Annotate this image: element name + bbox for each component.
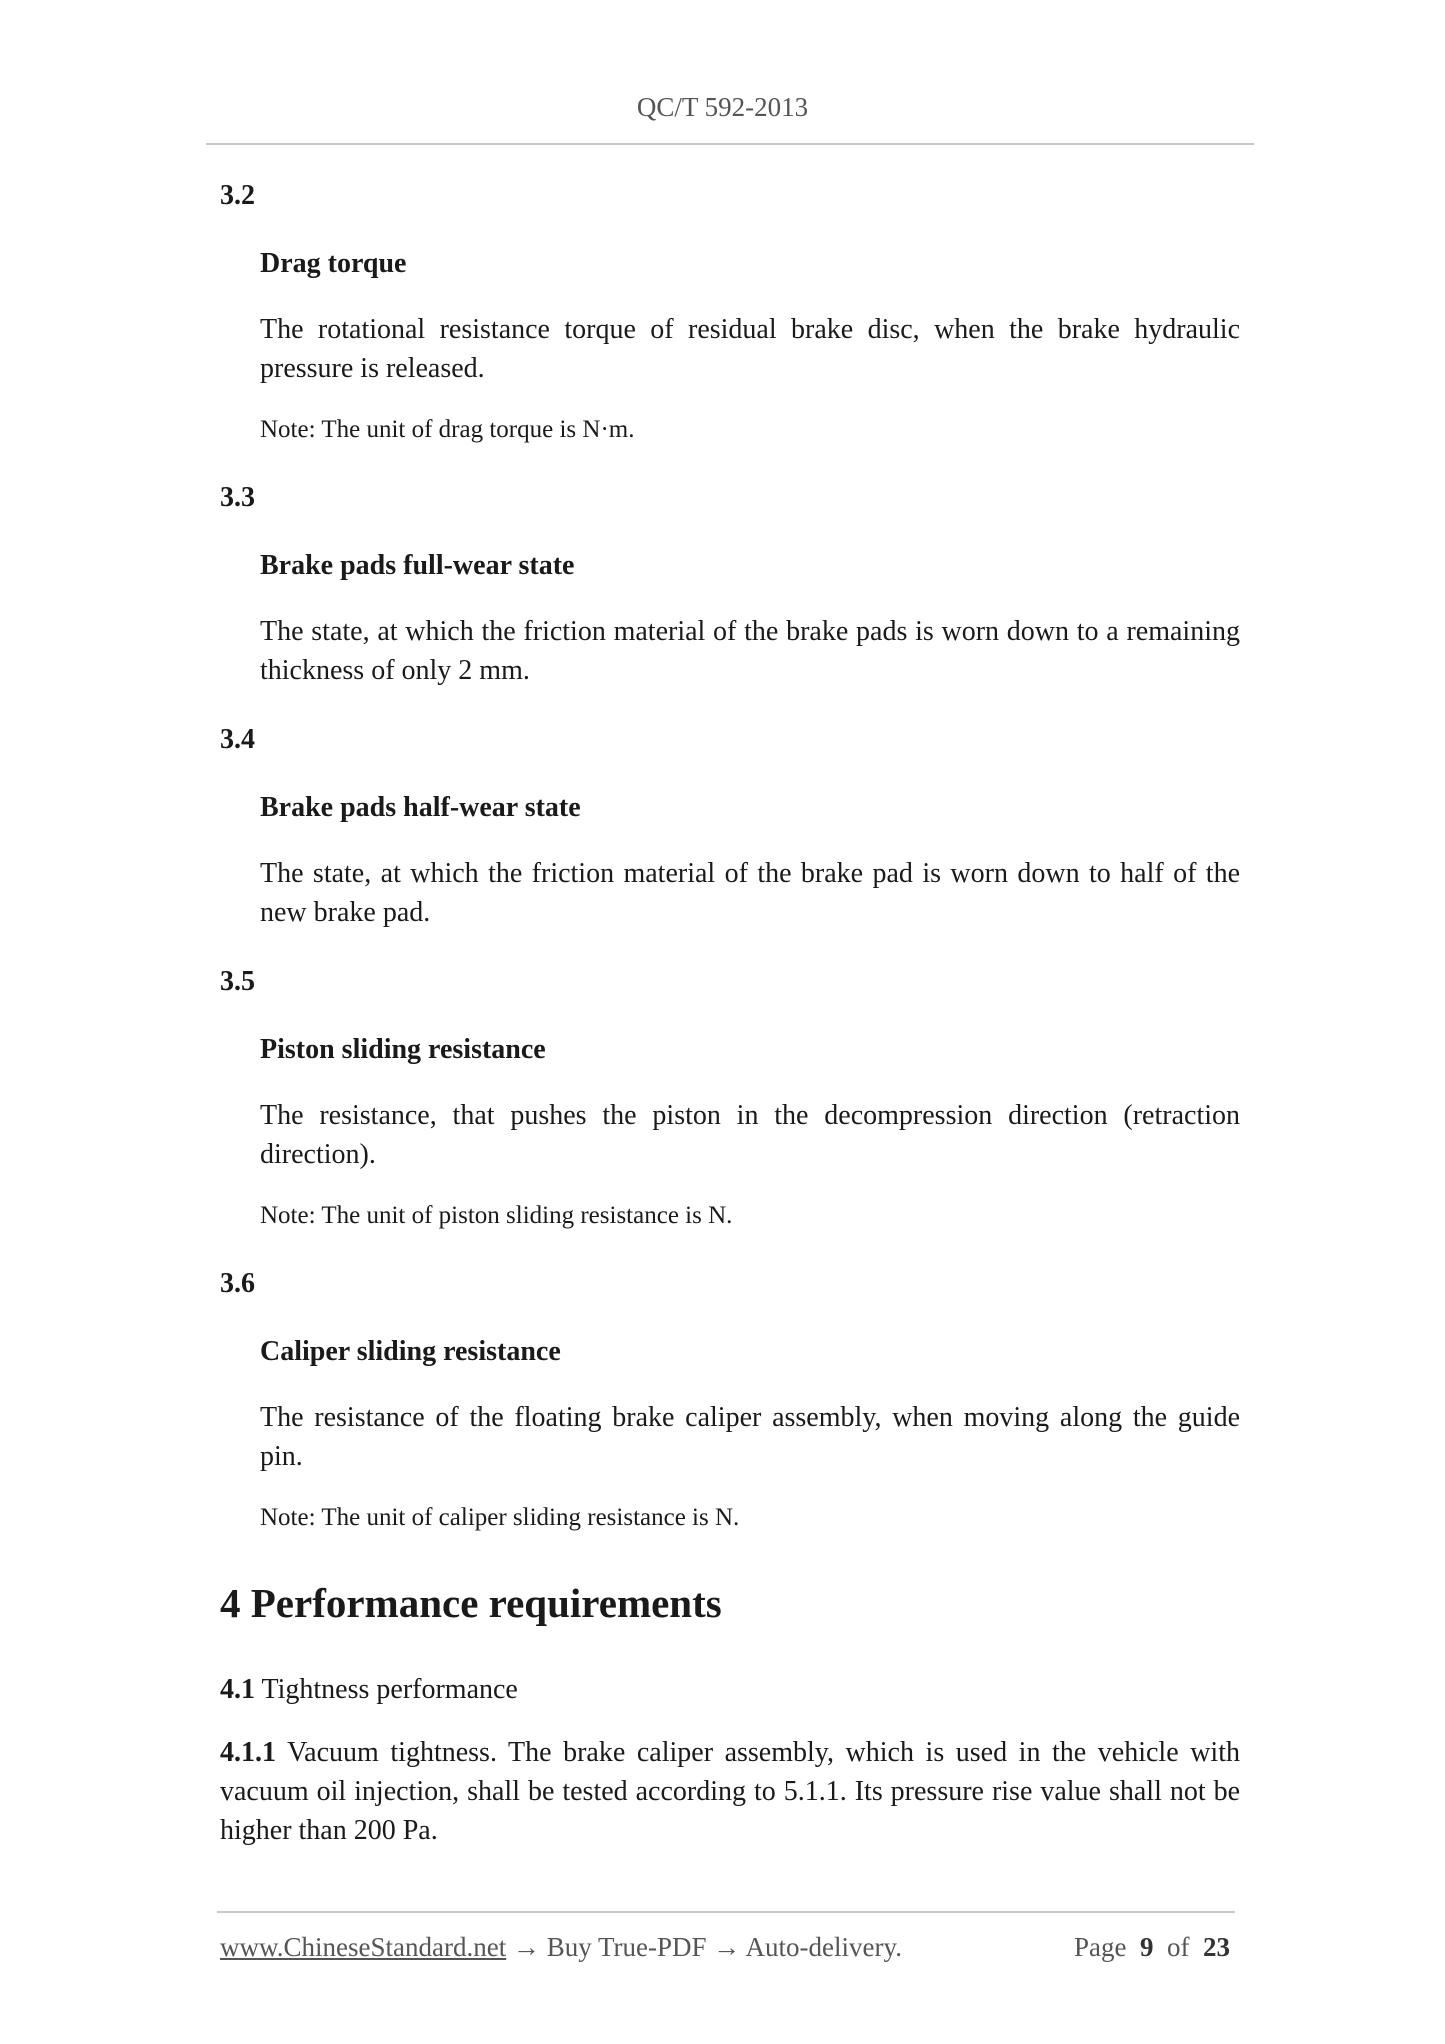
chapter-title: 4 Performance requirements	[220, 1580, 722, 1626]
term-note: Note: The unit of piston sliding resistance is N.	[260, 1202, 733, 1229]
term-title: Brake pads full-wear state	[260, 550, 575, 581]
footer-divider	[217, 1911, 1235, 1913]
section-3-3	[220, 478, 1240, 690]
website-link[interactable]: www.ChineseStandard.net	[220, 1932, 507, 1962]
buy-pdf-text: Buy True-PDF	[546, 1932, 707, 1962]
page-indicator	[1074, 1932, 1230, 1963]
section-number: 3.5	[220, 966, 255, 997]
term-note: Note: The unit of caliper sliding resistance is N.	[260, 1504, 740, 1531]
section-3-5	[220, 962, 1240, 1234]
section-number: 3.3	[220, 482, 255, 513]
section-number: 3.2	[220, 180, 255, 211]
arrow-right-icon: →	[713, 1932, 741, 1962]
clause-text: Tightness performance	[255, 1674, 518, 1705]
term-definition: The rotational resistance torque of residual brake disc, when the brake hydraulic pressure is released.	[260, 314, 1240, 384]
clause-number: 4.1.1	[220, 1737, 276, 1768]
term-title: Drag torque	[260, 248, 407, 279]
term-title: Piston sliding resistance	[260, 1034, 546, 1065]
page-total: 23	[1203, 1932, 1230, 1962]
clause-text: Vacuum tightness. The brake caliper assembly, which is used in the vehicle with vacuum oil injection, shall be tested according to 5.1.1. Its pressure rise value shall not be higher than 200 Pa.	[220, 1737, 1240, 1846]
clause-4-1-1	[220, 1733, 1240, 1850]
page-header-title: QC/T 592-2013	[636, 92, 809, 122]
section-3-6	[220, 1264, 1240, 1536]
page-label: Page	[1074, 1932, 1127, 1962]
term-definition: The resistance of the floating brake caliper assembly, when moving along the guide pin.	[260, 1402, 1240, 1472]
clause-number: 4.1	[220, 1674, 255, 1705]
arrow-right-icon: →	[512, 1932, 540, 1962]
header-divider	[206, 143, 1254, 145]
term-title: Brake pads half-wear state	[260, 792, 581, 823]
term-definition: The state, at which the friction material of the brake pad is worn down to half of the new brake pad.	[260, 858, 1240, 928]
term-definition: The resistance, that pushes the piston in the decompression direction (retraction direction).	[260, 1100, 1240, 1170]
section-number: 3.4	[220, 724, 255, 755]
section-3-4	[220, 720, 1240, 932]
page-current: 9	[1140, 1932, 1154, 1962]
section-number: 3.6	[220, 1268, 255, 1299]
auto-delivery-text: Auto-delivery.	[745, 1932, 902, 1962]
term-definition: The state, at which the friction material of the brake pads is worn down to a remaining thickness of only 2 mm.	[260, 616, 1240, 686]
document-body	[220, 176, 1240, 1874]
page-of: of	[1167, 1932, 1190, 1962]
section-3-2	[220, 176, 1240, 448]
page-footer	[220, 1932, 1230, 1963]
term-title: Caliper sliding resistance	[260, 1336, 561, 1367]
clause-4-1	[220, 1670, 1240, 1709]
term-note: Note: The unit of drag torque is N·m.	[260, 416, 635, 443]
